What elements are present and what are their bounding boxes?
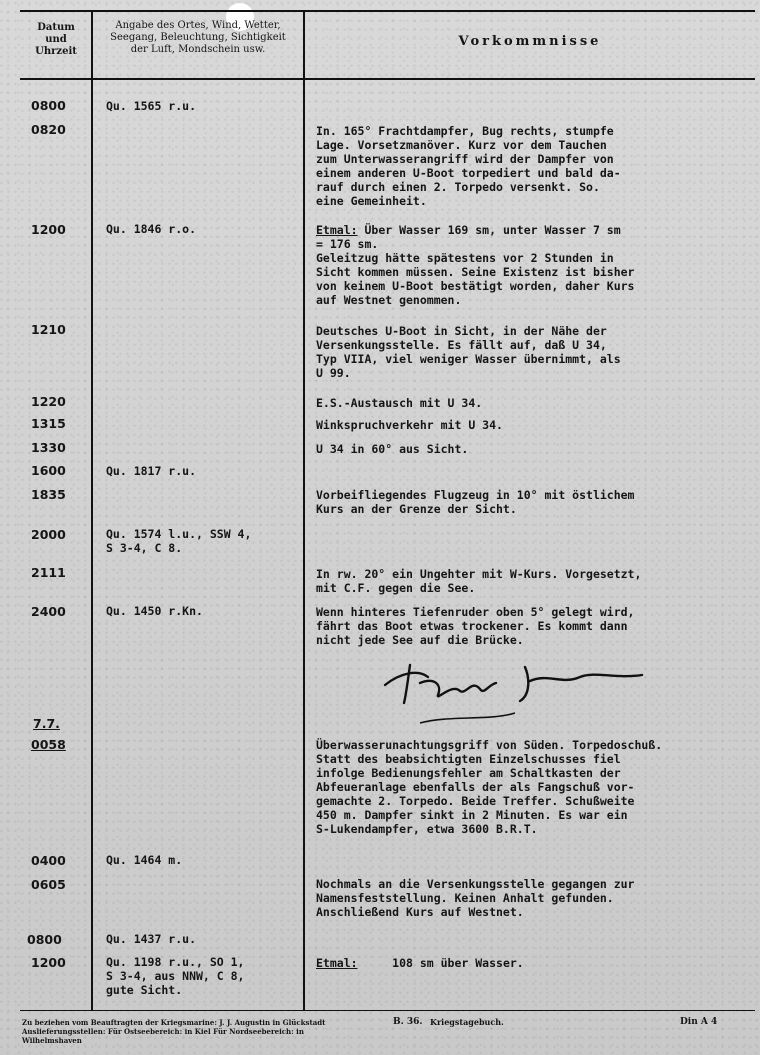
position-entry: Qu. 1846 r.o.: [106, 222, 197, 236]
header-rule: [20, 78, 755, 80]
position-entry: Qu. 1198 r.u., SO 1, S 3-4, aus NNW, C 8, gute Sicht.: [106, 955, 245, 997]
position-entry: Qu. 1565 r.u.: [106, 99, 197, 113]
time-entry: 0605: [31, 877, 66, 892]
event-text: In rw. 20° ein Ungehter mit W-Kurs. Vorgesetzt, mit C.F. gegen die See.: [316, 567, 642, 595]
etmal-label: Etmal:: [316, 223, 358, 237]
etmal-label: Etmal:: [316, 956, 358, 970]
time-entry: 1600: [31, 463, 66, 478]
footer-publisher: Zu beziehen vom Beauftragten der Kriegsmarine: J. J. Augustin in Glückstadt Auslieferungsstellen: Für Ostseebereich: in Kiel Für Nordseebereich: in Wilhelmshaven: [22, 1018, 326, 1045]
event-etmal-1: [316, 223, 754, 307]
event-text: Wenn hinteres Tiefenruder oben 5° gelegt wird, fährt das Boot etwas trockener. Es kommt dann nicht jede See auf die Brücke.: [316, 605, 635, 647]
time-entry: 2400: [31, 604, 66, 619]
time-entry: 1220: [31, 394, 66, 409]
event-text: E.S.-Austausch mit U 34.: [316, 396, 483, 410]
column-divider-1: [91, 10, 93, 1010]
date-entry: 7.7.: [33, 716, 60, 731]
event-text: Überwasserunachtungsgriff von Süden. Torpedoschuß. Statt des beabsichtigten Einzelschusses fiel infolge Bedienungsfehler am Schaltkasten der Abfeueranlage ebenfalls der als Fangschuß vor- gemachte 2. Torpedo. Beide Treffer. Schußweite 450 m. Dampfer sinkt in 2 Minuten. Es war ein S-Lukendampfer, etwa 3600 B.R.T.: [316, 738, 663, 836]
event-text: U 34 in 60° aus Sicht.: [316, 442, 469, 456]
event-text: Deutsches U-Boot in Sicht, in der Nähe der Versenkungsstelle. Es fällt auf, daß U 34, Typ VIIA, viel weniger Wasser übernimmt, als U 99.: [316, 324, 621, 380]
time-entry: 1330: [31, 440, 66, 455]
time-entry: 2000: [31, 527, 66, 542]
time-entry: 1210: [31, 322, 66, 337]
event-etmal-2: [316, 956, 754, 970]
event-text: Vorbeifliegendes Flugzeug in 10° mit östlichem Kurs an der Grenze der Sicht.: [316, 488, 635, 516]
header-datum: Datum und Uhrzeit: [35, 22, 77, 57]
footer-form-number: B. 36.: [393, 1017, 423, 1027]
event-text: Über Wasser 169 sm, unter Wasser 7 sm = 176 sm. Geleitzug hätte spätestens vor 2 Stunden in Sicht kommen müssen. Seine Existenz ist bisher von keinem U-Boot bestätigt worden, daher Kurs auf Westnet genommen.: [316, 223, 635, 307]
bottom-rule: [20, 1010, 755, 1011]
time-entry: 0400: [31, 853, 66, 868]
signature: [380, 655, 660, 735]
time-entry: 1315: [31, 416, 66, 431]
time-entry: 2111: [31, 565, 66, 580]
header-vorkommnisse: Vorkommnisse: [458, 34, 602, 49]
footer-paper-size: Din A 4: [680, 1017, 718, 1027]
time-entry: 0800: [27, 932, 62, 947]
top-rule: [20, 10, 755, 12]
event-text: Winkspruchverkehr mit U 34.: [316, 418, 503, 432]
time-entry: 0820: [31, 122, 66, 137]
column-divider-2: [303, 10, 305, 1010]
footer-form-name: Kriegstagebuch.: [430, 1017, 504, 1027]
position-entry: Qu. 1450 r.Kn.: [106, 604, 203, 618]
time-entry: 1835: [31, 487, 66, 502]
position-entry: Qu. 1574 l.u., SSW 4, S 3-4, C 8.: [106, 527, 252, 555]
position-entry: Qu. 1817 r.u.: [106, 464, 197, 478]
event-text: 108 sm über Wasser.: [392, 956, 524, 970]
position-entry: Qu. 1437 r.u.: [106, 932, 197, 946]
position-entry: Qu. 1464 m.: [106, 853, 183, 867]
event-text: Nochmals an die Versenkungsstelle gegangen zur Namensfeststellung. Keinen Anhalt gefunden. Anschließend Kurs auf Westnet.: [316, 877, 635, 919]
time-entry: 0058: [31, 737, 66, 752]
time-entry: 1200: [31, 955, 66, 970]
event-text: In. 165° Frachtdampfer, Bug rechts, stumpfe Lage. Vorsetzmanöver. Kurz vor dem Tauchen zum Unterwasserangriff wird der Dampfer von einem anderen U-Boot torpediert und bald da- rauf durch einen 2. Torpedo versenkt. So. eine Gemeinheit.: [316, 124, 621, 208]
header-ort: Angabe des Ortes, Wind, Wetter, Seegang, Beleuchtung, Sichtigkeit der Luft, Mondschein usw.: [110, 20, 286, 55]
time-entry: 1200: [31, 222, 66, 237]
time-entry: 0800: [31, 98, 66, 113]
